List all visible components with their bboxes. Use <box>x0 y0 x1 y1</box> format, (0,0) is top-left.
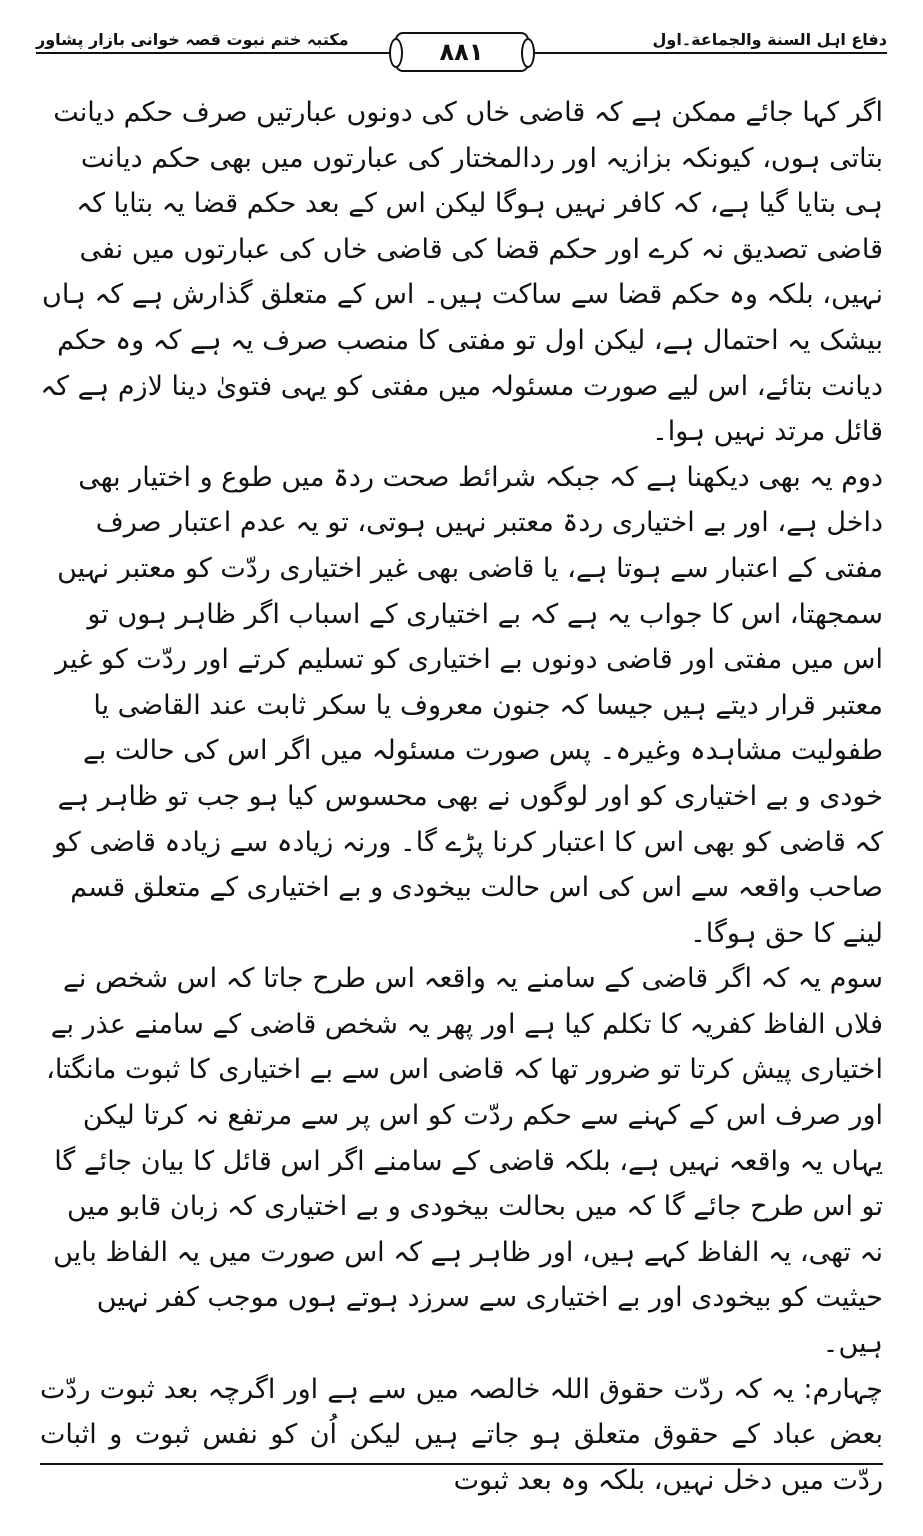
paragraph-text: دوم یہ بھی دیکھنا ہے کہ جبکہ شرائط صحت ردۃ میں طوع و اختیار بھی داخل ہے، اور بے اختیاری ردۃ معتبر نہیں ہوتی، تو یہ عدم اعتبار صرف مفتی کے اعتبار سے ہوتا ہے، یا قاضی بھی غیر اختیاری ردّت کو معتبر نہیں سمجھتا، اس کا جواب یہ ہے کہ بے اختیاری کے اسباب اگر ظاہر ہوں تو اس میں مفتی اور قاضی دونوں بے اختیاری کو تسلیم کرتے اور ردّت کو غیر معتبر قرار دیتے ہیں جیسا کہ جنون معروف یا سکر ثابت عند القاضی یا طفولیت مشاہدہ وغیرہ۔ پس صورت مسئولہ میں اگر اس کی حالت بے خودی و بے اختیاری کو اور لوگوں نے بھی محسوس کیا ہو جب تو ظاہر ہے کہ قاضی کو بھی اس کا اعتبار کرنا پڑے گا۔ ورنہ زیادہ سے زیادہ قاضی کو صاحب واقعہ سے اس کی اس حالت بیخودی و بے اختیاری کے متعلق قسم لینے کا حق ہوگا۔ <box>53 461 883 949</box>
paragraph-text: سوم یہ کہ اگر قاضی کے سامنے یہ واقعہ اس طرح جاتا کہ اس شخص نے فلاں الفاظ کفریہ کا تکلم کیا ہے اور پھر یہ شخص قاضی کے سامنے عذر بے اختیاری پیش کرتا تو ضرور تھا کہ قاضی اس سے بے اختیاری کا ثبوت مانگتا، اور صرف اس کے کہنے سے حکم ردّت کو اس پر سے مرتفع نہ کرتا لیکن یہاں یہ واقعہ نہیں ہے، بلکہ قاضی کے سامنے اگر اس قائل کا بیان جائے گا تو اس طرح جائے گا کہ میں بحالت بیخودی و بے اختیاری کہ زبان قابو میں نہ تھی، یہ الفاظ کہے ہیں، اور ظاہر ہے کہ اس صورت میں یہ الفاظ بایں حیثیت کو بیخودی اور بے اختیاری سے سرزد ہوتے ہوں موجب کفر نہیں ہیں۔ <box>46 963 883 1360</box>
paragraph-text: چہارم: یہ کہ ردّت حقوق اللہ خالصہ میں سے ہے اور اگرچہ بعد ثبوت ردّت بعض عباد کے حقوق متعلق ہو جاتے ہیں لیکن اُن کو نفس ثبوت و اثبات ردّت میں دخل نہیں، بلکہ وہ بعد ثبوت <box>40 1373 883 1496</box>
footer-rule <box>40 1463 883 1465</box>
paragraph-second <box>40 455 883 957</box>
paragraph-third <box>40 956 883 1366</box>
page-header <box>36 30 887 78</box>
paragraph-text: اگر کہا جائے ممکن ہے کہ قاضی خاں کی دونوں عبارتیں صرف حکم دیانت بتاتی ہوں، کیونکہ بزازیہ اور ردالمختار کی عبارتوں میں بھی حکم دیانت ہی بتایا گیا ہے، کہ کافر نہیں ہوگا لیکن اس کے بعد حکم قضا یہ بتایا کہ قاضی تصدیق نہ کرے اور حکم قضا کی قاضی خاں کی عبارتوں میں نفی نہیں، بلکہ وہ حکم قضا سے ساکت ہیں۔ اس کے متعلق گذارش ہے کہ ہاں بیشک یہ احتمال ہے، لیکن اول تو مفتی کا منصب صرف یہ ہے کہ وہ حکم دیانت بتائے، اس لیے صورت مسئولہ میں مفتی کو یہی فتویٰ دینا لازم ہے کہ قائل مرتد نہیں ہوا۔ <box>40 97 883 448</box>
publisher-name: مکتبہ ختم نبوت قصہ خوانی بازار پشاور <box>36 30 359 49</box>
page-number-frame <box>395 32 529 72</box>
paragraph-fourth <box>40 1367 883 1504</box>
page-body <box>40 90 883 1503</box>
paragraph-first <box>40 90 883 455</box>
page-number: ۸۸۱ <box>439 38 484 66</box>
book-title: دفاع اہل السنة والجماعة۔اول <box>642 30 887 49</box>
